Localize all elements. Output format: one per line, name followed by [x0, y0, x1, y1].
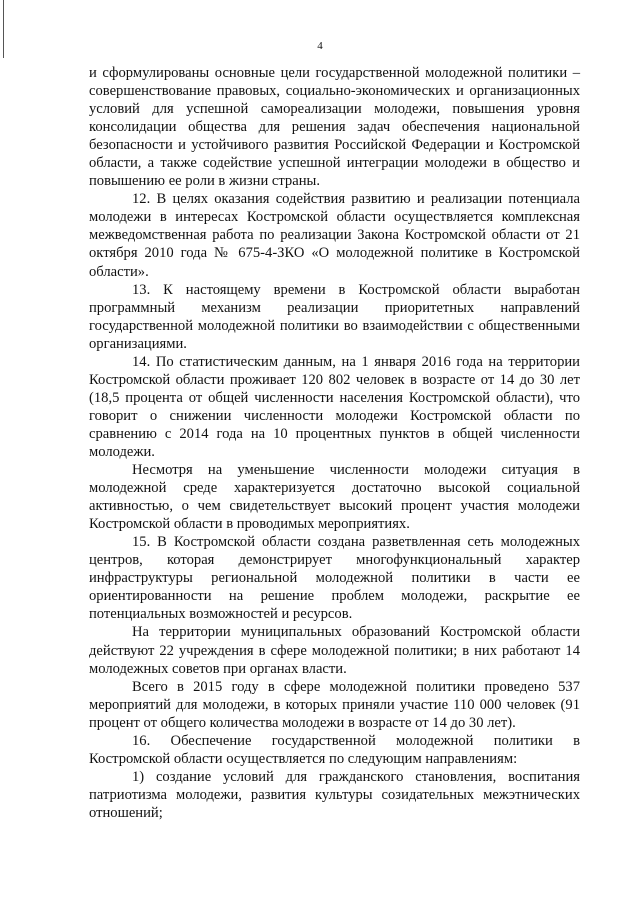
- paragraph-13: 13. К настоящему времени в Костромской области выработан программный механизм реализации приоритетных направлений государственной молодежной политики во взаимодействии с общественными организациями.: [89, 281, 580, 352]
- paragraph-goals-continuation: и сформулированы основные цели государственной молодежной политики – совершенствование правовых, социально-экономических и организационных условий для успешной самореализации молодежи, повышения уровня консолидации общества для решения задач обеспечения национальной безопасности и устойчивого развития Российской Федерации и Костромской области, а также содействие успешной интеграции молодежи в общество и повышению ее роли в жизни страны.: [89, 65, 580, 190]
- document-body: [89, 64, 580, 822]
- paragraph-15-institutions: На территории муниципальных образований Костромской области действуют 22 учреждения в сфере молодежной политики; в них работают 14 молодежных советов при органах власти.: [89, 624, 580, 677]
- paragraph-14-activity: Несмотря на уменьшение численности молодежи ситуация в молодежной среде характеризуется достаточно высокой социальной активностью, о чем свидетельствует высокий процент участия молодежи Костромской области в проводимых мероприятиях.: [89, 462, 580, 533]
- paragraph-12: 12. В целях оказания содействия развитию и реализации потенциала молодежи в интересах Костромской области осуществляется комплексная межведомственная работа по реализации Закона Костромской области от 21 октября 2010 года № 675-4-ЗКО «О молодежной политике в Костромской области».: [89, 191, 580, 280]
- page-number: 4: [317, 40, 323, 52]
- paragraph-15-events: Всего в 2015 году в сфере молодежной политики проведено 537 мероприятий для молодежи, в которых приняли участие 110 000 человек (91 процент от общего количества молодежи в возрасте от 14 до 30 лет).: [89, 678, 580, 731]
- paragraph-16-item-1: 1) создание условий для гражданского становления, воспитания патриотизма молодежи, развития культуры созидательных межэтнических отношений;: [89, 768, 580, 821]
- paragraph-14: 14. По статистическим данным, на 1 января 2016 года на территории Костромской области проживает 120 802 человек в возрасте от 14 до 30 лет (18,5 процента от общей численности населения Костромской области), что говорит о снижении численности молодежи Костромской области по сравнению с 2014 года на 10 процентных пунктов в общей численности молодежи.: [89, 353, 580, 460]
- paragraph-15: 15. В Костромской области создана разветвленная сеть молодежных центров, которая демонстрирует многофункциональный характер инфраструктуры региональной молодежной политики в части ее ориентированности на решение проблем молодежи, раскрытие ее потенциальных возможностей и ресурсов.: [89, 534, 580, 623]
- paragraph-16: 16. Обеспечение государственной молодежной политики в Костромской области осуществляется по следующим направлениям:: [89, 732, 580, 767]
